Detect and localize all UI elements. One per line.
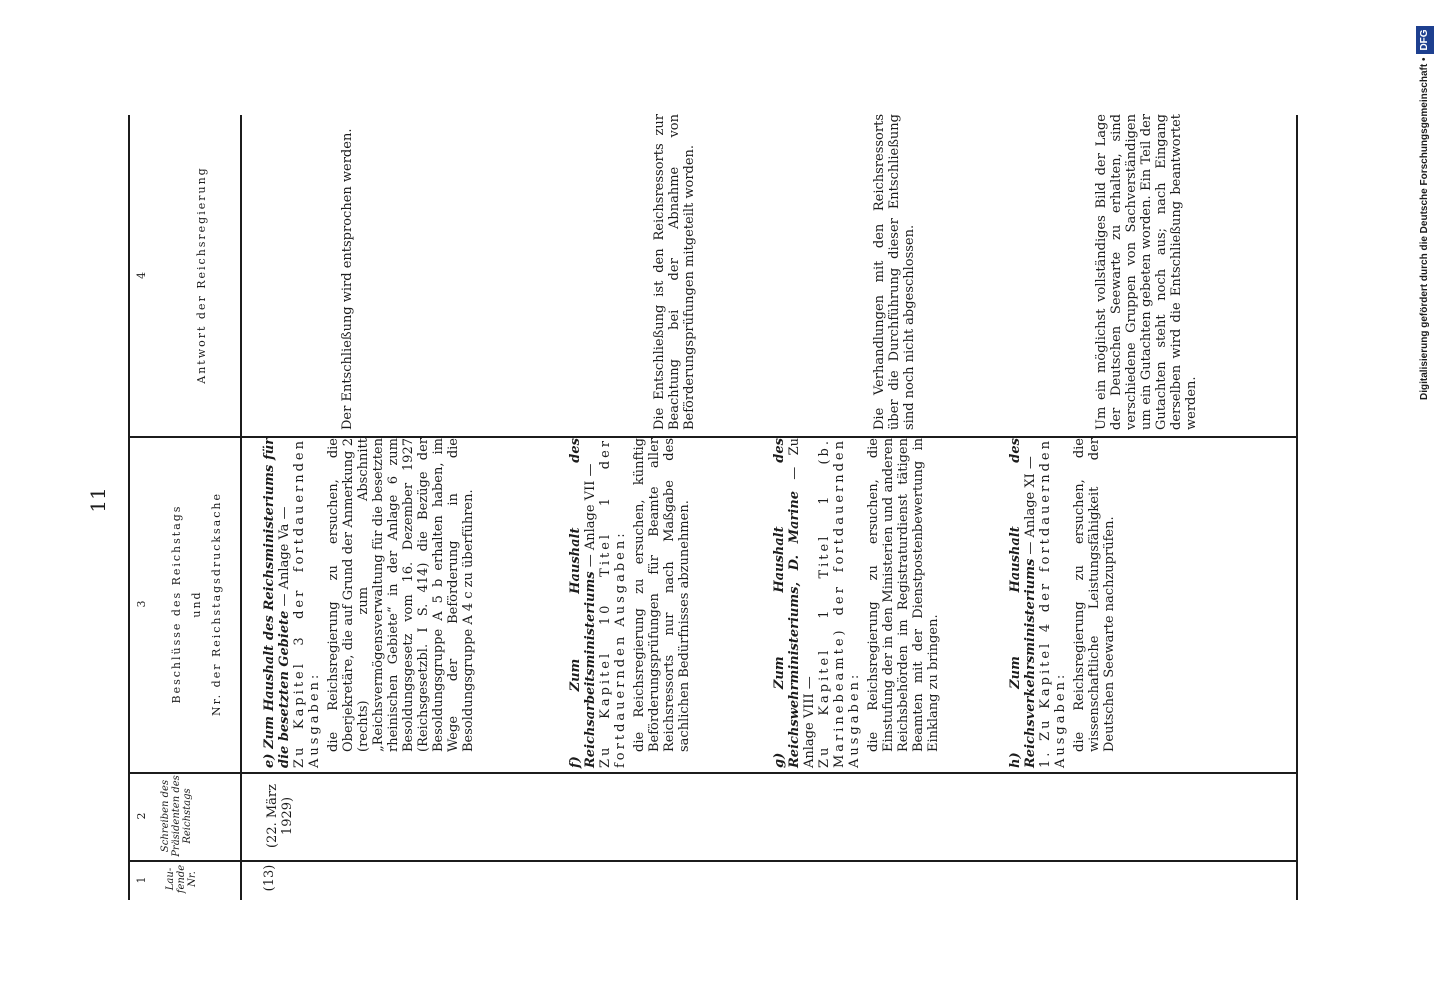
- table-line-header-bottom: [240, 115, 242, 900]
- credit-text: Digitalisierung gefördert durch die Deutsche Forschungsgemeinschaft •: [1419, 57, 1430, 400]
- header-beschluesse-line1: Beschlüsse des Reichstags: [170, 504, 183, 704]
- section-g-body: die Reichsregierung zu ersuchen, die Einstufung der in den Ministerien und anderen Reichsbehörden im Registraturdienst tätigen Beamten mit der Dienstpostenbewertung in Einklang zu bringen.: [866, 438, 941, 752]
- header-beschluesse: [170, 436, 224, 772]
- section-h-chapter: 1. Zu Kapitel 4 der fortdauernden Ausgaben:: [1038, 438, 1068, 768]
- row-lfd-nr: (13): [262, 864, 277, 892]
- section-h-body: die Reichsregierung zu ersuchen, die wissenschaftliche Leistungsfähigkeit der Deutschen Seewarte nachzuprüfen.: [1072, 438, 1117, 752]
- column-number-1: 1: [135, 876, 148, 884]
- section-g-title: g) Zum Haushalt des Reichswehrministeriums, D. Marine: [772, 438, 802, 768]
- section-f-title: f) Zum Haushalt des Reichsarbeitsministeriums: [568, 438, 598, 768]
- section-f-resolution: [568, 438, 692, 768]
- page-number: 11: [86, 487, 110, 513]
- section-g-answer: Die Verhandlungen mit den Reichsressorts über die Durchführung dieser Entschließung sind noch nicht abgeschlossen.: [872, 114, 917, 430]
- section-e-chapter: Zu Kapitel 3 der fortdauernden Ausgaben:: [292, 438, 322, 768]
- header-schreiben: Schreiben des Präsidenten des Reichstags: [160, 775, 193, 857]
- section-f-chapter: Zu Kapitel 10 Titel 1 der fortdauernden Ausgaben:: [598, 438, 628, 768]
- table-line-col2-col3: [128, 772, 1296, 774]
- section-f-annex: — Anlage VII —: [583, 463, 598, 568]
- table-line-right: [1296, 115, 1298, 900]
- section-f-answer: Die Entschließung ist den Reichsressorts zur Beachtung bei der Abnahme von Beförderungsprüfungen mitgeteilt worden.: [652, 114, 697, 430]
- digitization-credit: [1416, 8, 1434, 992]
- section-e-resolution: [262, 438, 476, 768]
- section-g-annex: — Zu Anlage VIII —: [787, 438, 817, 768]
- section-e-answer: Der Entschließung wird entsprochen werden.: [340, 128, 355, 430]
- header-beschluesse-line2: und: [190, 590, 203, 618]
- section-g-resolution: [772, 438, 941, 768]
- section-e-title: e) Zum Haushalt des Reichsministeriums für die besetzten Gebiete: [262, 438, 292, 768]
- column-number-3: 3: [135, 600, 148, 608]
- section-h-answer: Um ein möglichst vollständiges Bild der Lage der Deutschen Seewarte zu erhalten, sind verschiedene Gruppen von Sachverständigen um ein Gutachten gebeten worden. Ein Teil der Gutachten steht noch aus; nach Eingang derselben wird die Entschließung beantwortet werden.: [1094, 114, 1199, 430]
- section-e-body: die Reichsregierung zu ersuchen, die Oberjekretäre, die auf Grund der Anmerkung 2 (rechts) zum Abschnitt „Reichsvermögensverwaltung für die besetzten rheinischen Gebiete“ in der Anlage 6 zum Besoldungsgesetz vom 16. Dezember 1927 (Reichsgesetzbl. I S. 414) die Bezüge der Besoldungsgruppe A 5 b erhalten haben, im Wege der Beförderung in die Besoldungsgruppe A 4 c zu überführen.: [326, 438, 476, 752]
- column-number-4: 4: [135, 272, 148, 279]
- section-g-chapter: Zu Kapitel 1 Titel 1 (b. Marinebeamte) der fortdauernden Ausgaben:: [817, 438, 862, 768]
- section-f-body: die Reichsregierung zu ersuchen, künftig Beförderungsprüfungen für Beamte aller Reichsressorts nur nach Maßgabe des sachlichen Bedürfnisses abzunehmen.: [632, 438, 692, 752]
- dfg-logo: DFG: [1416, 26, 1434, 53]
- column-number-2: 2: [135, 812, 148, 820]
- section-h-annex: — Anlage XI —: [1023, 456, 1038, 555]
- header-laufende-nr: Lau- fende Nr.: [165, 864, 198, 894]
- header-beschluesse-line3: Nr. der Reichstagsdrucksache: [210, 492, 223, 717]
- header-antwort: Antwort der Reichsregierung: [195, 166, 208, 384]
- section-h-resolution: [1008, 438, 1117, 768]
- section-e-annex: — Anlage Va —: [277, 506, 292, 607]
- row-schreiben: (22. März 1929): [265, 784, 295, 849]
- table-line-col1-col2: [128, 860, 1296, 862]
- section-h-title: h) Zum Haushalt des Reichsverkehrsministeriums: [1008, 438, 1038, 768]
